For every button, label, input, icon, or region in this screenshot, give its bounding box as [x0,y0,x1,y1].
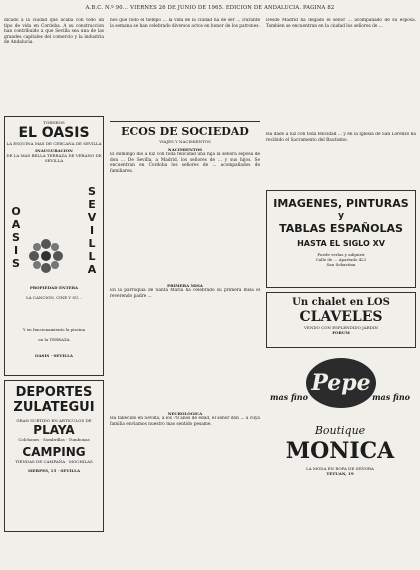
deportes-line-4: SIERPES, 15 · SEVILLA [27,468,81,473]
deportes-title-2: ZULATEGUI [13,400,95,415]
oasis-desc: DE LA MAS BELLA TERRAZA DE VERANO DE SEVILLA [6,153,102,163]
oasis-subtitle: LA ESQUINA MAS DE CERCANA DE SEVILLA [6,141,102,146]
monica-line-2: MONICA [285,438,395,464]
ad-boutique-monica [266,420,414,516]
monica-line-3: LA MODA EN ROPA DE SEÑORA [306,466,374,471]
column-right [266,18,416,566]
chalet-line-2: CLAVELES [299,309,383,325]
section-title: ECOS DE SOCIEDAD [121,125,249,138]
body-1: El domingo dio a luz con toda felicidad una hija la señora esposa de don ... De Sevilla, a Madrid, los señores de ... y sus hijos. Se encuentran en Cordoba los señores de ... acompañados de familiares. [110,152,260,174]
subhead-3: NECROLOGICA [167,411,203,416]
imagenes-line-2: y [338,211,344,221]
pepe-logo: Pepe [306,358,376,408]
imagenes-line-5: Puede verlas y adquirir [317,252,365,257]
subhead-2: PRIMERA MISA [167,283,203,288]
chalet-line-3: VENDO CON ESPLENDIDO JARDIN [304,325,378,330]
deportes-title-1: DEPORTES [15,385,93,400]
subhead-1: NACIMIENTOS [167,147,203,152]
body-3: Ha fallecido en Sevilla, a los 78 años de edad, el señor don ... a cuya familia enviamos nuestro mas sentido pesame. [110,416,260,427]
oasis-foot1: Y en funcionamiento la piscina [22,327,86,332]
pepe-left: mas fino [270,392,308,402]
section-subtitle: VIAJES Y NACIMIENTOS [159,139,211,144]
article-text-top: dicado a la ciudad que acaba con todo un tipo de vida en Cordoba. A su construccion han contribuido a que Sevilla sea una de las grandes capitales del comercio y la industria de Andalucia. [4,18,104,45]
monica-line-1: Boutique [314,424,366,437]
imagenes-line-1: IMAGENES, PINTURAS [273,197,409,210]
ad-deportes-zulategui [4,380,104,532]
flower-illustration [25,237,67,275]
ad-el-oasis [4,116,104,376]
oasis-pre: INAUGURACION [35,148,73,153]
imagenes-line-6: Calle de ... Apartado 422 [315,257,367,262]
article-text-top: Desde Madrid ha llegado el señor ... acompañado de su esposa. Tambien se encuentran en la ciudad los señores de ... [266,18,416,29]
pepe-right: mas fino [372,392,410,402]
oasis-title: EL OASIS [18,125,90,141]
oasis-mid: PROPIEDAD ENTERA [29,285,79,290]
oasis-foot2: en la TERRAZA [38,337,70,342]
imagenes-line-4: HASTA EL SIGLO XV [297,239,385,248]
ad-chalet-los-claveles [266,292,416,348]
chalet-line-4: FORUM [332,330,350,335]
body-2: En la parroquia de Santa Maria ha celebrado su primera misa el reverendo padre ... [110,288,260,299]
page-header: A.B.C. N.º 90... VIERNES 26 DE JUNIO DE 1965. EDICION DE ANDALUCIA. PAGINA 82 [85,5,335,11]
oasis-vertical-right: S E V I L L A [87,185,97,276]
monica-line-4: TETUAN, 19 [326,471,354,476]
deportes-playa: PLAYA [33,423,75,437]
article-text-top: nos que todo el tiempo ... la vida de la ciudad ha de ser ... Durante la semana se han celebrado diversos actos en honor de los patrones. [110,18,260,29]
imagenes-line-7: San Sebastian [326,262,356,267]
chalet-line-1: Un chalet en LOS [292,297,390,308]
article-text-mid: Ha dado a luz con toda felicidad ... y en la Iglesia de San Lorenzo ha recibido el Sacramento del Bautismo. [266,132,416,143]
oasis-vertical-left: O A S I S [11,205,21,270]
deportes-camping: CAMPING [22,445,86,459]
deportes-line-1: GRAN SURTIDO EN ARTICULOS DE [16,418,92,423]
ad-imagenes-pinturas [266,190,416,288]
oasis-foot3: OASIS · SEVILLA [34,353,74,358]
divider [110,121,260,122]
deportes-line-2: Colchones · Sombrillas · Tumbonas [18,437,90,442]
oasis-kicker: TORNEOS [43,120,65,125]
ad-pepe [266,352,414,414]
column-middle [110,18,260,566]
imagenes-line-3: TABLAS ESPAÑOLAS [279,222,403,235]
column-left [4,18,104,566]
deportes-line-3: TIENDAS DE CAMPAÑA · MOCHILAS [15,459,93,464]
oasis-mid2: LA CANCION, CINE Y SU... [26,295,82,300]
